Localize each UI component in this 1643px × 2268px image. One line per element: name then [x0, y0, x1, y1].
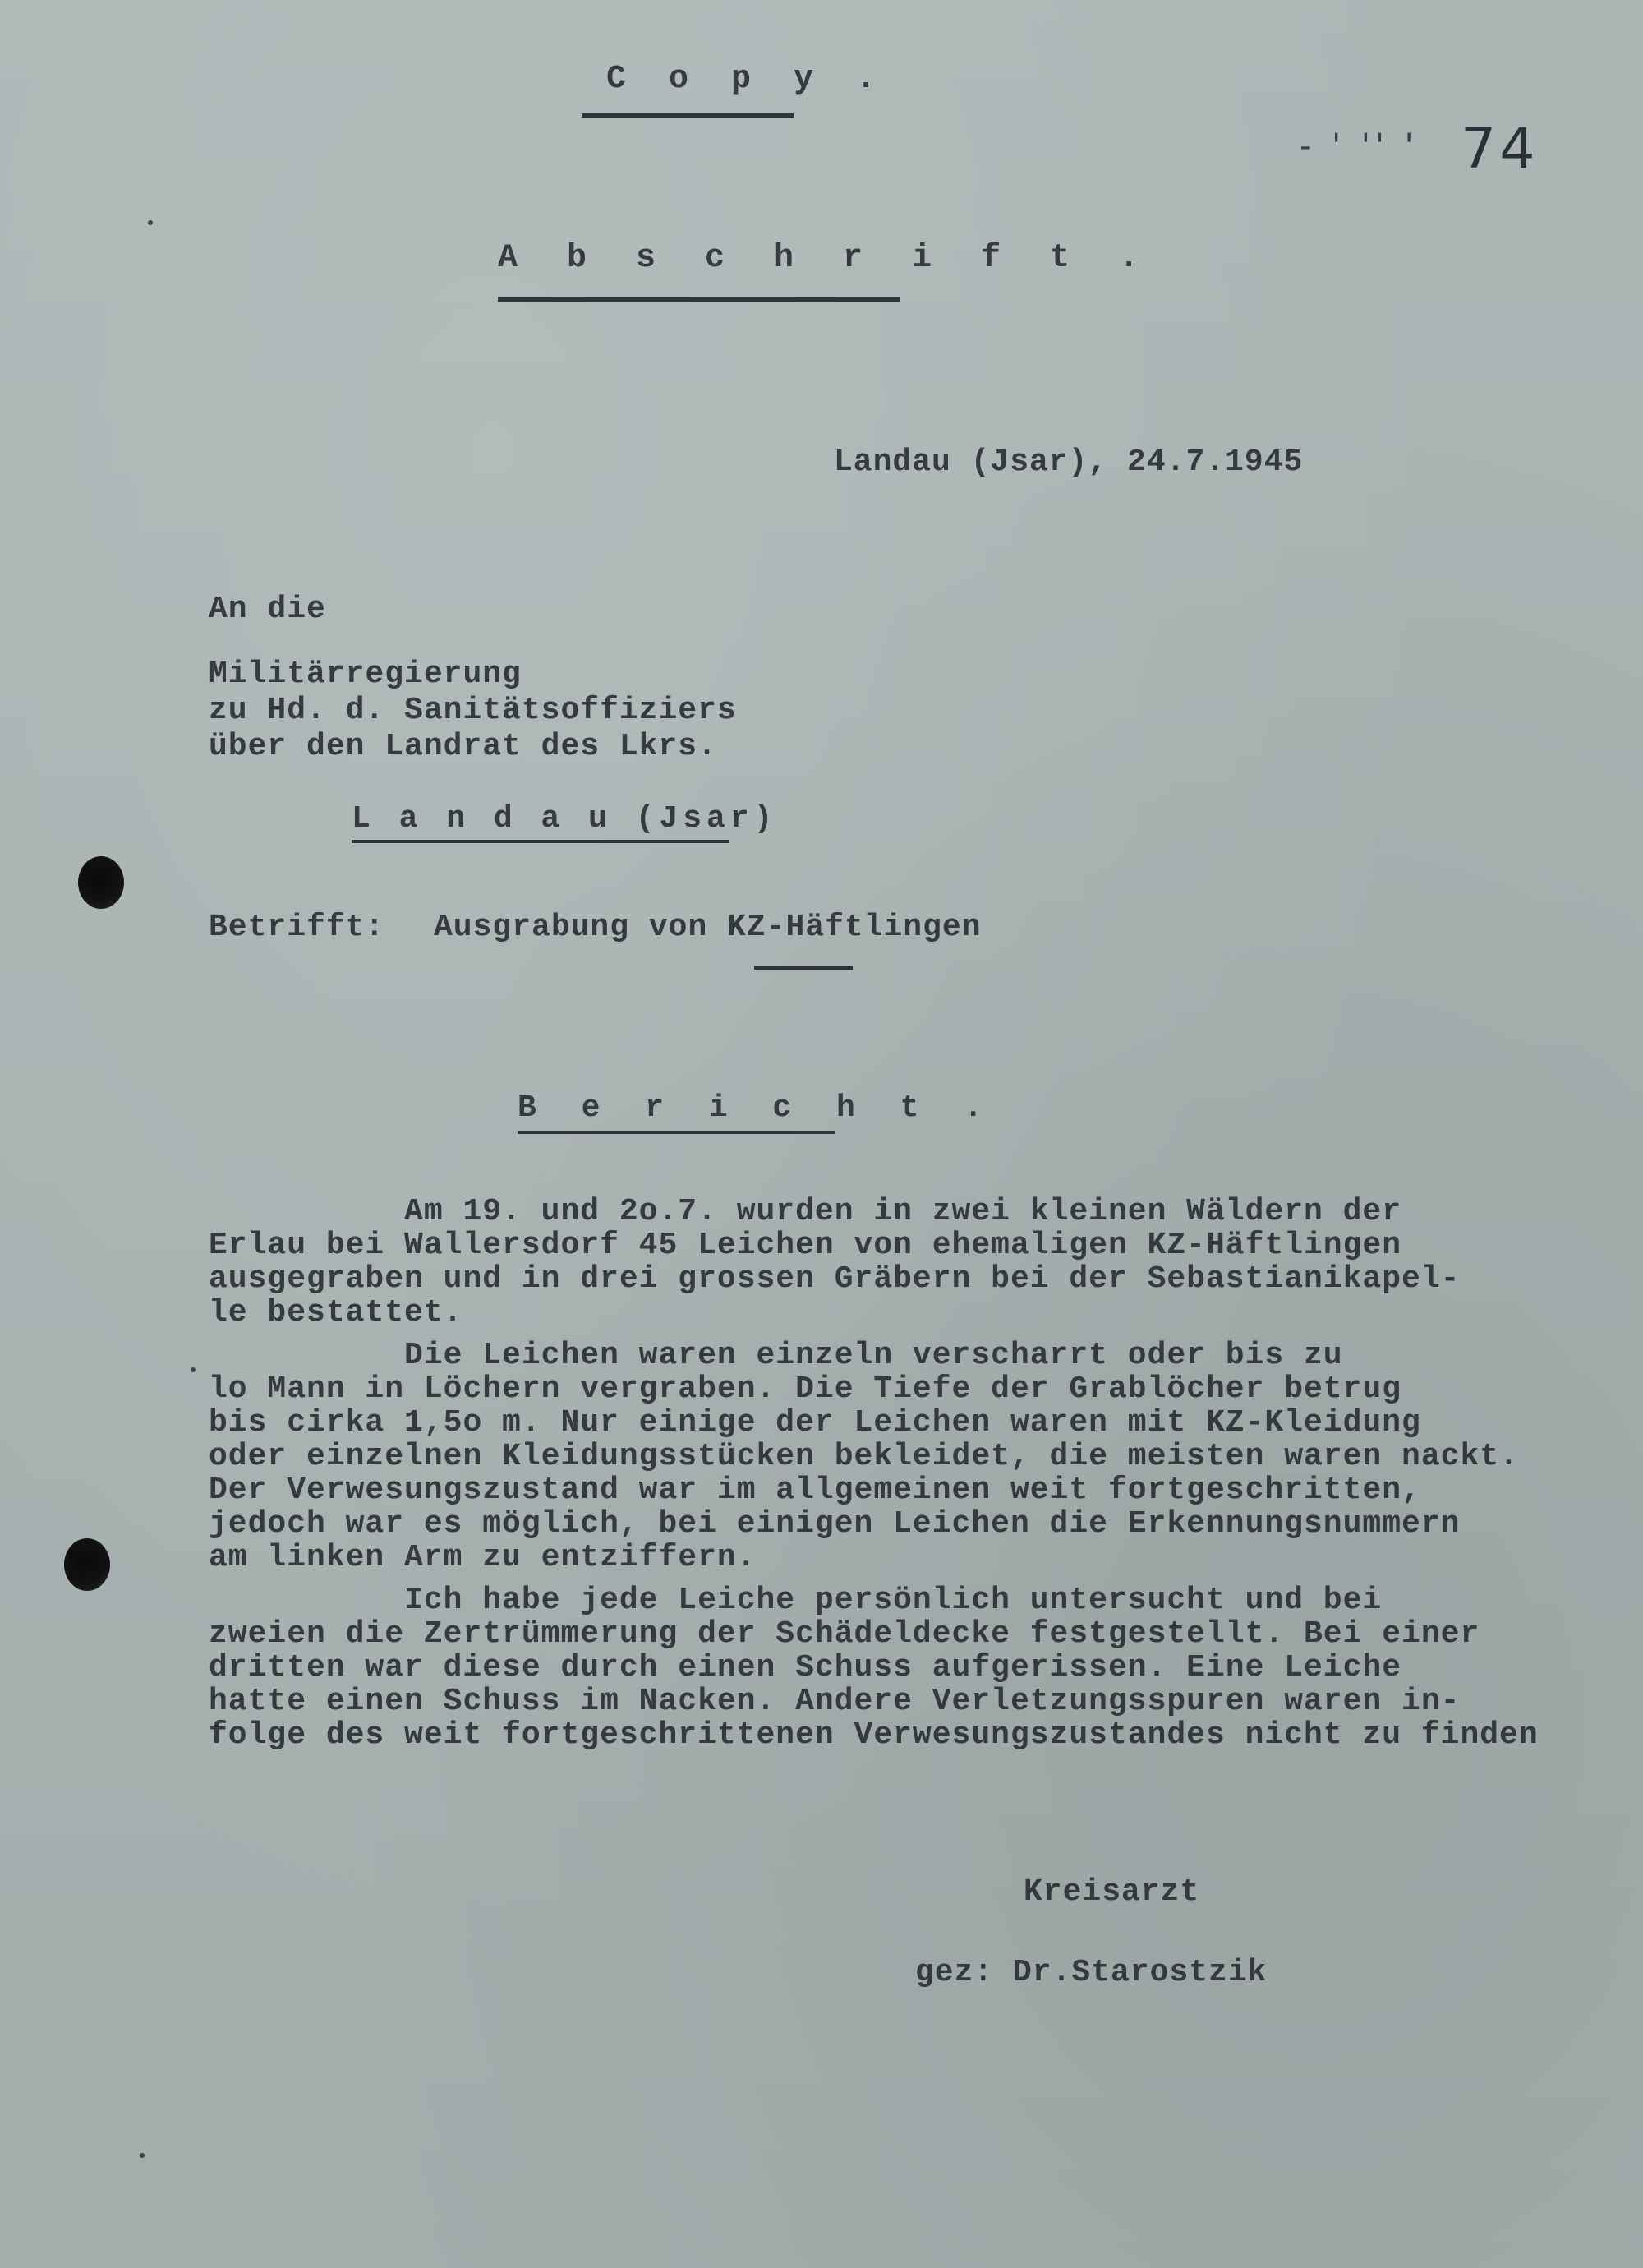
- report-heading: B e r i c h t .: [518, 1090, 996, 1126]
- address-line-4: über den Landrat des Lkrs.: [209, 729, 717, 764]
- document-title: A b s c h r i f t .: [498, 240, 1154, 277]
- report-line-4: le bestattet.: [209, 1295, 463, 1330]
- subject-text: Ausgrabung von KZ-Häftlingen: [434, 910, 982, 945]
- report-line-1: Am 19. und 2o.7. wurden in zwei kleinen Wäldern der: [209, 1194, 1402, 1229]
- report-line-3: ausgegraben und in drei grossen Gräbern bei der Sebastianikapel-: [209, 1261, 1461, 1297]
- report-line-14: dritten war diese durch einen Schuss aufgerissen. Eine Leiche: [209, 1650, 1402, 1685]
- report-line-5: Die Leichen waren einzeln verscharrt oder bis zu: [209, 1338, 1343, 1373]
- report-line-15: hatte einen Schuss im Nacken. Andere Verletzungsspuren waren in-: [209, 1684, 1461, 1719]
- report-line-2: Erlau bei Wallersdorf 45 Leichen von ehemaligen KZ-Häftlingen: [209, 1228, 1402, 1263]
- signature-signed: gez: Dr.Starostzik: [915, 1955, 1268, 1990]
- report-line-16: folge des weit fortgeschrittenen Verwesungszustandes nicht zu finden: [209, 1717, 1539, 1753]
- report-line-12: Ich habe jede Leiche persönlich untersucht und bei: [209, 1583, 1383, 1618]
- report-line-13: zweien die Zertrümmerung der Schädeldecke festgestellt. Bei einer: [209, 1616, 1480, 1652]
- subject-label: Betrifft:: [209, 910, 385, 945]
- punch-hole-top: [78, 856, 124, 909]
- signature-role: Kreisarzt: [1024, 1874, 1200, 1910]
- page-number-prefix: - ' '' ': [1300, 127, 1419, 165]
- subject-underline: [754, 966, 853, 970]
- report-heading-underline: [518, 1131, 835, 1134]
- page-number: 74: [1461, 117, 1539, 182]
- report-line-11: am linken Arm zu entziffern.: [209, 1540, 757, 1575]
- address-line-2: Militärregierung: [209, 657, 522, 692]
- paper-speck: [148, 220, 153, 225]
- date-line: Landau (Jsar), 24.7.1945: [834, 445, 1304, 480]
- report-line-8: oder einzelnen Kleidungsstücken bekleidet, die meisten waren nackt.: [209, 1439, 1519, 1474]
- paper-speck: [140, 2153, 145, 2158]
- report-line-9: Der Verwesungszustand war im allgemeinen weit fortgeschritten,: [209, 1473, 1421, 1508]
- address-line-3: zu Hd. d. Sanitätsoffiziers: [209, 693, 737, 728]
- copy-underline: [582, 113, 794, 118]
- report-line-6: lo Mann in Löchern vergraben. Die Tiefe der Grablöcher betrug: [209, 1371, 1402, 1407]
- city-underline: [352, 840, 729, 843]
- paper-speck: [191, 1367, 196, 1372]
- address-line-1: An die: [209, 592, 326, 627]
- title-underline: [498, 297, 900, 302]
- copy-label: C o p y .: [606, 61, 888, 98]
- report-line-7: bis cirka 1,5o m. Nur einige der Leichen waren mit KZ-Kleidung: [209, 1405, 1421, 1441]
- report-line-10: jedoch war es möglich, bei einigen Leichen die Erkennungsnummern: [209, 1506, 1461, 1542]
- punch-hole-bottom: [64, 1538, 110, 1591]
- address-city: L a n d a u (Jsar): [352, 801, 778, 837]
